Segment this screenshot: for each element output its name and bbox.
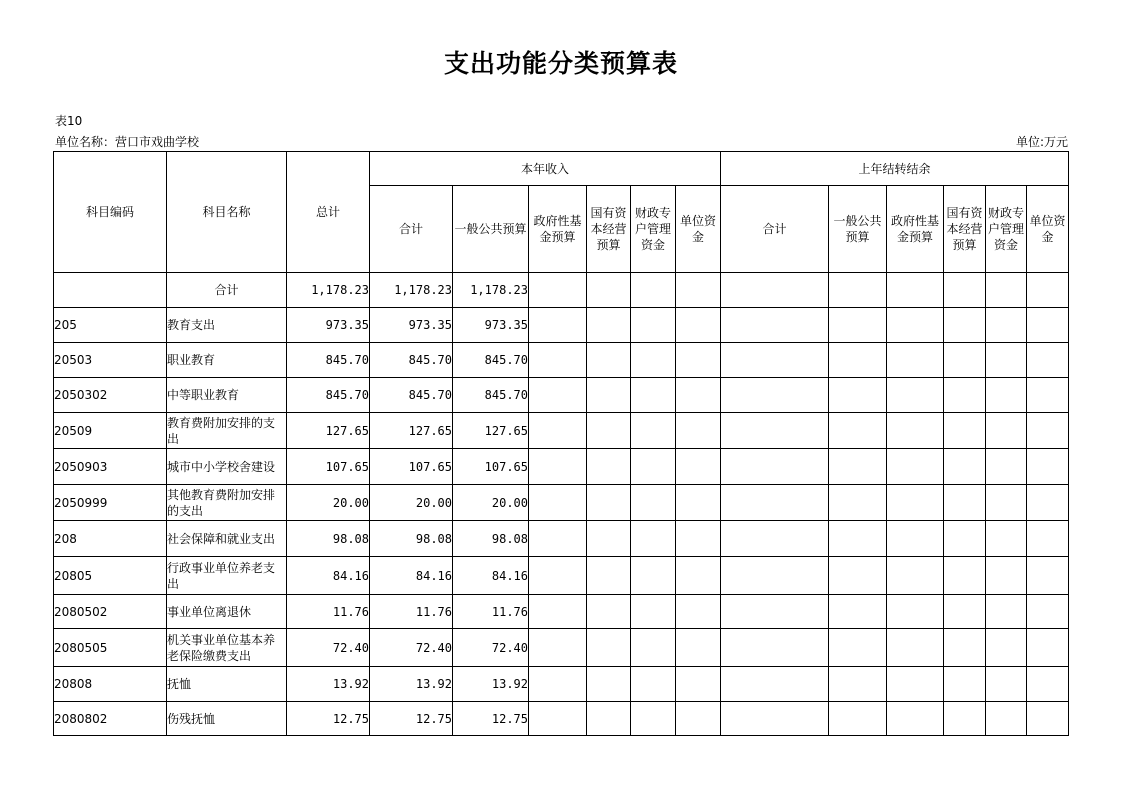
cell-current-general: 127.65 [453, 413, 529, 449]
cell-code: 20509 [54, 413, 167, 449]
cell-current-general: 107.65 [453, 449, 529, 485]
cell-code: 205 [54, 308, 167, 343]
cell-code [54, 273, 167, 308]
cell-name: 中等职业教育 [167, 378, 287, 413]
unit-name: 单位名称：营口市戏曲学校 [55, 135, 200, 149]
cell-total: 127.65 [287, 413, 370, 449]
header-prior-special: 财政专户管理资金 [986, 186, 1027, 273]
cell-current-general: 973.35 [453, 308, 529, 343]
table-row [54, 667, 1069, 702]
cell-current-sum: 107.65 [370, 449, 453, 485]
cell-current-general: 98.08 [453, 521, 529, 557]
cell-current-general: 12.75 [453, 702, 529, 736]
cell-code: 2080802 [54, 702, 167, 736]
table-number: 表10 [55, 114, 83, 128]
cell-name: 职业教育 [167, 343, 287, 378]
cell-total: 1,178.23 [287, 273, 370, 308]
cell-current-sum: 845.70 [370, 378, 453, 413]
table-row [54, 308, 1069, 343]
cell-name: 机关事业单位基本养老保险缴费支出 [167, 629, 287, 667]
cell-code: 2050903 [54, 449, 167, 485]
table-row [54, 521, 1069, 557]
cell-total: 973.35 [287, 308, 370, 343]
cell-current-sum: 20.00 [370, 485, 453, 521]
header-prior-general: 一般公共预算 [829, 186, 887, 273]
header-prior-sum: 合计 [721, 186, 829, 273]
cell-current-general: 845.70 [453, 378, 529, 413]
cell-name: 行政事业单位养老支出 [167, 557, 287, 595]
cell-name: 教育费附加安排的支出 [167, 413, 287, 449]
header-prior-carryover: 上年结转结余 [721, 152, 1069, 186]
cell-current-sum: 11.76 [370, 595, 453, 629]
cell-current-general: 13.92 [453, 667, 529, 702]
cell-total: 98.08 [287, 521, 370, 557]
cell-current-sum: 1,178.23 [370, 273, 453, 308]
cell-total: 13.92 [287, 667, 370, 702]
cell-total: 20.00 [287, 485, 370, 521]
table-row [54, 343, 1069, 378]
cell-current-general: 11.76 [453, 595, 529, 629]
table-row [54, 557, 1069, 595]
header-total: 总计 [287, 152, 370, 273]
cell-name: 教育支出 [167, 308, 287, 343]
table-row [54, 595, 1069, 629]
cell-current-sum: 127.65 [370, 413, 453, 449]
table-row [54, 485, 1069, 521]
header-prior-state-capital: 国有资本经营预算 [944, 186, 986, 273]
cell-current-sum: 973.35 [370, 308, 453, 343]
cell-code: 2080505 [54, 629, 167, 667]
header-prior-unit-fund: 单位资金 [1027, 186, 1069, 273]
header-current-income: 本年收入 [370, 152, 721, 186]
cell-name: 事业单位离退休 [167, 595, 287, 629]
page-title: 支出功能分类预算表 [443, 49, 678, 78]
cell-current-general: 845.70 [453, 343, 529, 378]
table-row [54, 413, 1069, 449]
header-current-general: 一般公共预算 [453, 186, 529, 273]
cell-name: 抚恤 [167, 667, 287, 702]
header-current-gov-fund: 政府性基金预算 [529, 186, 587, 273]
cell-current-sum: 84.16 [370, 557, 453, 595]
cell-total: 845.70 [287, 343, 370, 378]
header-current-special: 财政专户管理资金 [631, 186, 676, 273]
cell-total: 845.70 [287, 378, 370, 413]
cell-current-sum: 72.40 [370, 629, 453, 667]
table-row [54, 702, 1069, 736]
header-name: 科目名称 [167, 152, 287, 273]
cell-name: 合计 [167, 273, 287, 308]
cell-current-general: 1,178.23 [453, 273, 529, 308]
cell-code: 2080502 [54, 595, 167, 629]
cell-total: 11.76 [287, 595, 370, 629]
table-row [54, 378, 1069, 413]
cell-code: 20805 [54, 557, 167, 595]
cell-name: 其他教育费附加安排的支出 [167, 485, 287, 521]
header-prior-gov-fund: 政府性基金预算 [887, 186, 944, 273]
cell-current-general: 20.00 [453, 485, 529, 521]
table-row [54, 629, 1069, 667]
cell-name: 城市中小学校舍建设 [167, 449, 287, 485]
table-row [54, 449, 1069, 485]
cell-current-general: 84.16 [453, 557, 529, 595]
header-current-unit-fund: 单位资金 [676, 186, 721, 273]
cell-code: 2050302 [54, 378, 167, 413]
cell-current-general: 72.40 [453, 629, 529, 667]
cell-code: 208 [54, 521, 167, 557]
cell-total: 12.75 [287, 702, 370, 736]
cell-code: 20808 [54, 667, 167, 702]
cell-total: 84.16 [287, 557, 370, 595]
budget-table [53, 151, 1069, 736]
header-current-state-capital: 国有资本经营预算 [587, 186, 631, 273]
header-code: 科目编码 [54, 152, 167, 273]
cell-total: 72.40 [287, 629, 370, 667]
cell-current-sum: 845.70 [370, 343, 453, 378]
table-row [54, 273, 1069, 308]
cell-current-sum: 13.92 [370, 667, 453, 702]
cell-code: 2050999 [54, 485, 167, 521]
header-current-sum: 合计 [370, 186, 453, 273]
cell-name: 伤残抚恤 [167, 702, 287, 736]
unit-label: 单位:万元 [1015, 135, 1068, 149]
cell-code: 20503 [54, 343, 167, 378]
cell-total: 107.65 [287, 449, 370, 485]
cell-current-sum: 98.08 [370, 521, 453, 557]
cell-name: 社会保障和就业支出 [167, 521, 287, 557]
cell-current-sum: 12.75 [370, 702, 453, 736]
